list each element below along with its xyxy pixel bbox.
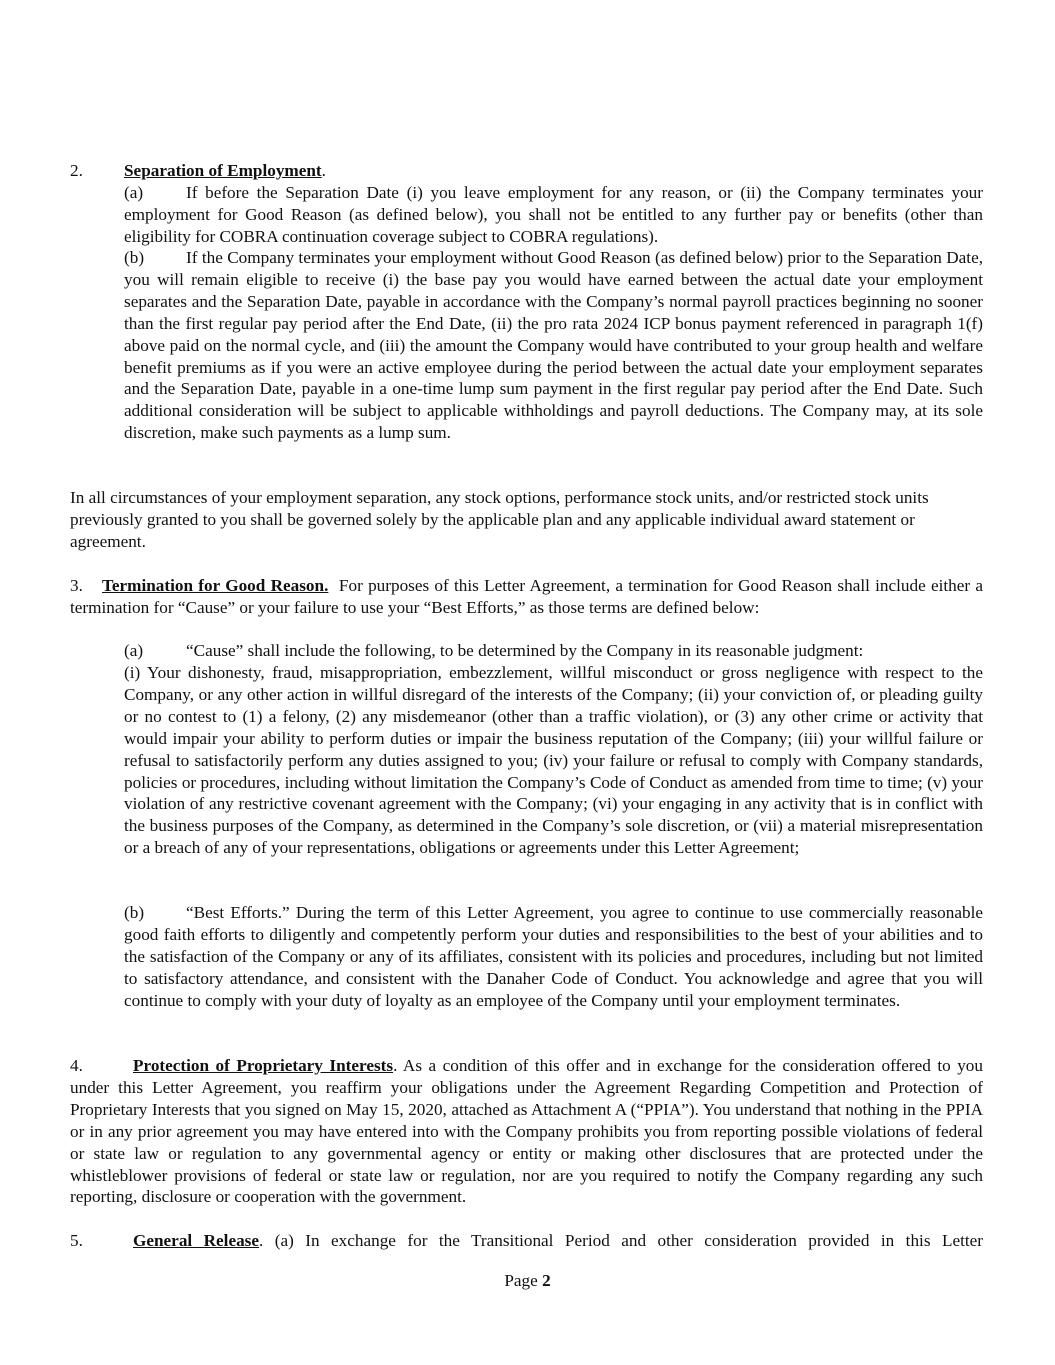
section-2b-label: (b)	[124, 248, 145, 267]
section-5-number: 5.	[70, 1231, 83, 1250]
section-2a-label: (a)	[124, 183, 144, 202]
section-2-heading-line	[70, 160, 983, 182]
section-5-heading: General Release	[133, 1231, 259, 1250]
page-number: 2	[542, 1271, 551, 1290]
section-2-heading-tail: .	[321, 161, 326, 180]
section-3-intro: For purposes of this Letter Agreement, a termination for Good Reason shall include either a termination for “Cause” or your failure to use your “Best Efforts,” as those terms are defined below:	[70, 576, 984, 617]
section-4-heading: Protection of Proprietary Interests	[133, 1056, 394, 1075]
section-2-number: 2.	[70, 161, 83, 180]
section-3-paragraph	[70, 575, 983, 619]
page-footer	[0, 1270, 1055, 1292]
section-3b-text: “Best Efforts.” During the term of this Letter Agreement, you agree to continue to use commercially reasonable good faith efforts to diligently and competently perform your duties and responsibilities to the best of your abilities and to the satisfaction of the Company or any of its affiliates, consistent with its policies and procedures, including but not limited to satisfactory attendance, and consistent with the Danaher Code of Conduct. You acknowledge and agree that you will continue to comply with your duty of loyalty as an employee of the Company until your employment terminates.	[124, 903, 983, 1010]
section-2a-text: If before the Separation Date (i) you leave employment for any reason, or (ii) the Company terminates your employment for Good Reason (as defined below), you shall not be entitled to any further pay or benefits (other than eligibility for COBRA continuation coverage subject to COBRA regulations).	[124, 183, 983, 246]
section-4-text: . As a condition of this offer and in exchange for the consideration offered to you under this Letter Agreement, you reaffirm your obligations under the Agreement Regarding Competition and Protection of Proprietary Interests that you signed on May 15, 2020, attached as Attachment A (“PPIA”). You understand that nothing in the PPIA or in any prior agreement you may have entered into with the Company prohibits you from reporting possible violations of federal or state law or regulation to any governmental agency or entity or making other disclosures that are protected under the whistleblower provisions of federal or state law or regulation, nor are you required to notify the Company regarding any such reporting, disclosure or cooperation with the government.	[70, 1056, 983, 1207]
section-3a-body: (i) Your dishonesty, fraud, misappropriation, embezzlement, willful misconduct or gross negligence with respect to the Company, or any other action in willful disregard of the interests of the Company; (ii) your conviction of, or pleading guilty or no contest to (1) a felony, (2) any misdemeanor (other than a traffic violation), or (3) any other crime or activity that would impair your ability to perform duties or impair the business reputation of the Company; (iii) your willful failure or refusal to satisfactorily perform any duties assigned to you; (iv) your failure or refusal to comply with Company standards, policies or procedures, including without limitation the Company’s Code of Conduct as amended from time to time; (v) your violation of any restrictive covenant agreement with the Company; (vi) your engaging in any activity that is in conflict with the business purposes of the Company, as determined in the Company’s sole discretion, or (vii) a material misrepresentation or a breach of any of your representations, obligations or agreements under this Letter Agreement;	[124, 663, 983, 858]
section-3a-label: (a)	[124, 641, 144, 660]
section-4-paragraph	[70, 1055, 983, 1208]
section-2b-paragraph	[124, 247, 983, 444]
section-4-number: 4.	[70, 1056, 83, 1075]
section-3a-lead-text: “Cause” shall include the following, to be determined by the Company in its reasonable judgment:	[186, 641, 864, 660]
section-2a-paragraph	[124, 182, 983, 248]
page-label: Page	[504, 1271, 538, 1290]
section-3a-lead	[124, 640, 983, 662]
section-3-number: 3.	[70, 576, 83, 595]
section-3b-paragraph	[124, 902, 983, 1012]
section-2b-text: If the Company terminates your employment without Good Reason (as defined below) prior to the Separation Date, you will remain eligible to receive (i) the base pay you would have earned between the actual date your employment separates and the Separation Date, payable in accordance with the Company’s normal payroll practices beginning no sooner than the first regular pay period after the End Date, (ii) the pro rata 2024 ICP bonus payment referenced in paragraph 1(f) above paid on the normal cycle, and (iii) the amount the Company would have contributed to your group health and welfare benefit premiums as if you were an active employee during the period between the actual date your employment separates and the Separation Date, payable in a one-time lump sum payment in the first regular pay period after the End Date. Such additional consideration will be subject to applicable withholdings and payroll deductions. The Company may, at its sole discretion, make such payments as a lump sum.	[124, 248, 983, 443]
section-3b-label: (b)	[124, 903, 145, 922]
section-5-text: . (a) In exchange for the Transitional Period and other consideration provided in this Letter	[259, 1231, 983, 1250]
stock-awards-paragraph: In all circumstances of your employment separation, any stock options, performance stock units, and/or restricted stock units previously granted to you shall be governed solely by the applicable plan and any applicable individual award statement or agreement.	[70, 488, 929, 551]
section-3-heading: Termination for Good Reason.	[102, 576, 329, 595]
section-5-paragraph	[70, 1230, 983, 1252]
section-2-heading: Separation of Employment	[124, 161, 322, 180]
